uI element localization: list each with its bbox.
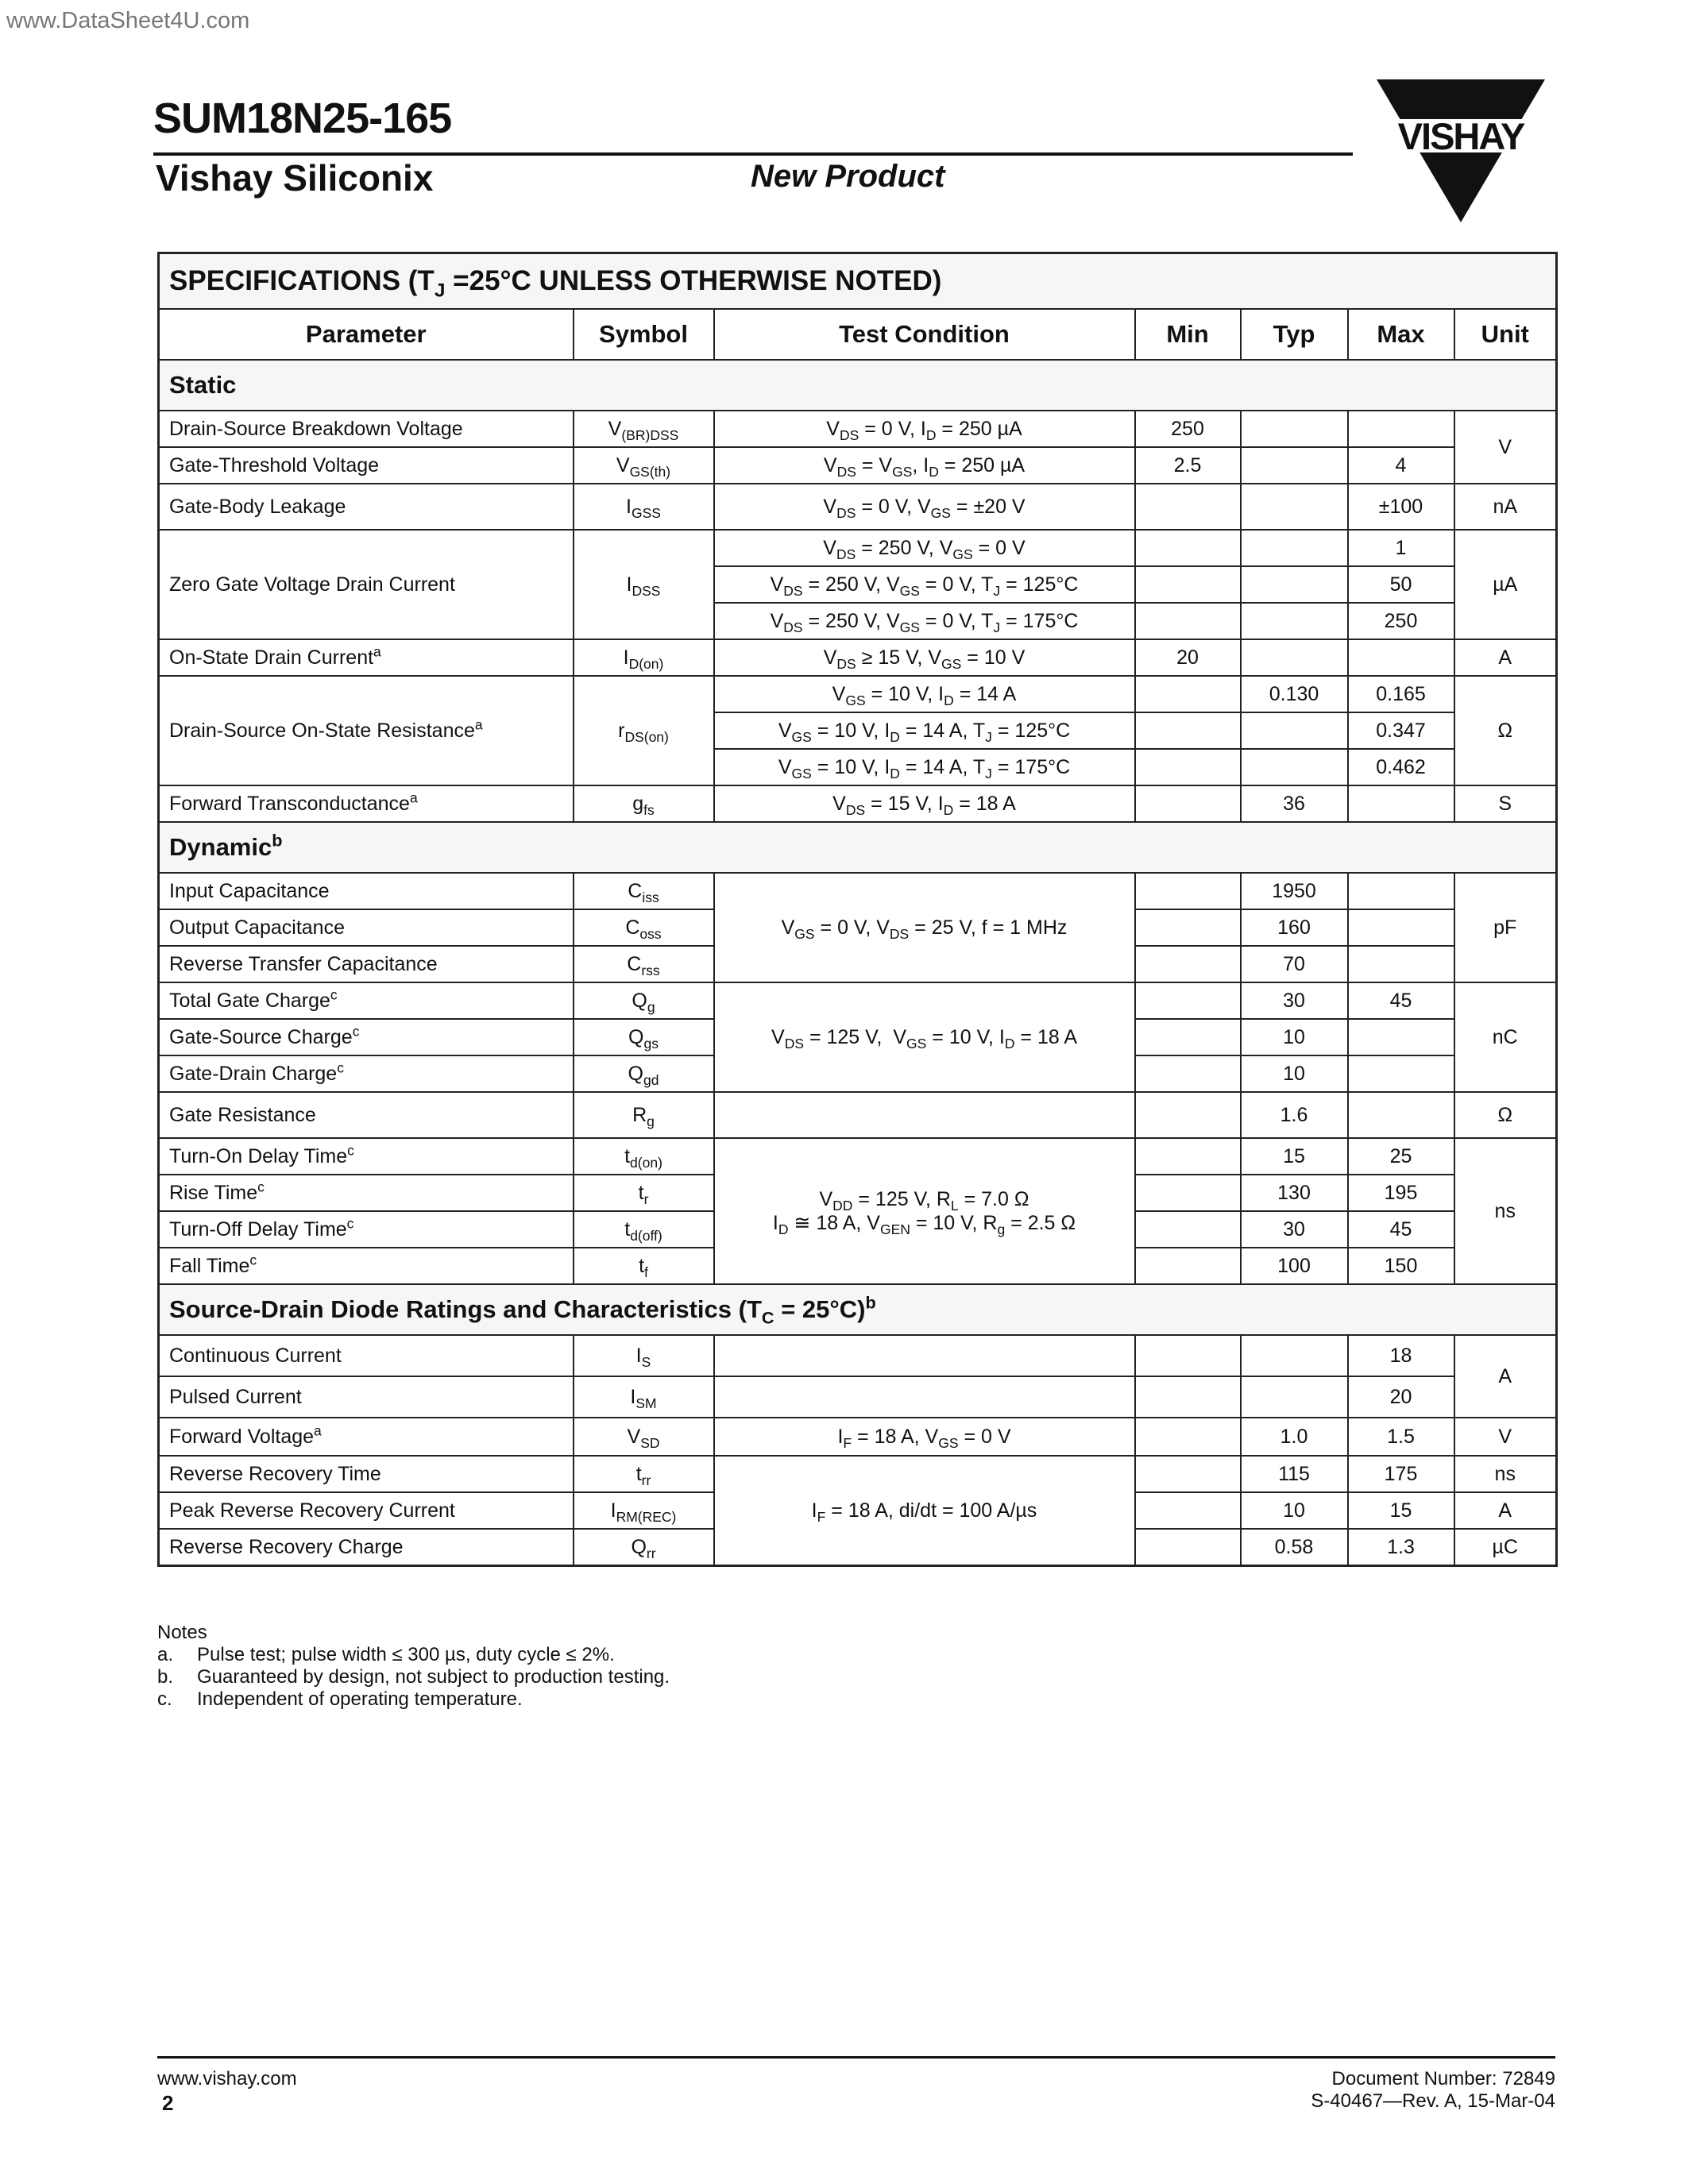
condition-cell: $V_{DS} = 0$ V, $I_D = 250$ µA — [714, 411, 1135, 447]
symbol-cell: $t_f$ — [574, 1248, 714, 1284]
symbol-cell: $I_S$ — [574, 1335, 714, 1376]
table-row — [159, 785, 1557, 822]
min-cell — [1135, 676, 1241, 712]
min-cell — [1135, 530, 1241, 566]
max-cell — [1348, 1019, 1454, 1055]
symbol-cell: $I_{GSS}$ — [574, 484, 714, 530]
col-header-max: Max — [1348, 309, 1454, 360]
note-item: a. Pulse test; pulse width ≤ 300 µs, duty cycle ≤ 2%. — [157, 1644, 615, 1665]
max-cell: 195 — [1348, 1175, 1454, 1211]
max-cell: 1 — [1348, 530, 1454, 566]
typ-cell — [1241, 1335, 1348, 1376]
typ-cell: 130 — [1241, 1175, 1348, 1211]
symbol-cell: $I_{D(on)}$ — [574, 639, 714, 676]
param-cell: Drain-Source On-State Resistance$^a$ — [159, 676, 574, 785]
new-product-label: New Product — [751, 159, 945, 194]
section-diode — [159, 1284, 1557, 1335]
min-cell — [1135, 785, 1241, 822]
param-cell: Peak Reverse Recovery Current — [159, 1492, 574, 1529]
min-cell — [1135, 484, 1241, 530]
typ-cell — [1241, 566, 1348, 603]
table-row — [159, 530, 1557, 566]
symbol-cell: $V_{SD}$ — [574, 1418, 714, 1456]
symbol-cell: $C_{rss}$ — [574, 946, 714, 982]
param-cell: Reverse Recovery Time — [159, 1456, 574, 1492]
param-cell: Reverse Recovery Charge — [159, 1529, 574, 1566]
condition-cell: $I_F = 18$ A, di/dt = 100 A/µs — [714, 1456, 1135, 1566]
section-static — [159, 360, 1557, 411]
param-cell: Reverse Transfer Capacitance — [159, 946, 574, 982]
revision-info: S-40467—Rev. A, 15-Mar-04 — [1311, 2090, 1555, 2112]
typ-cell: 10 — [1241, 1492, 1348, 1529]
typ-cell: 160 — [1241, 909, 1348, 946]
max-cell: 18 — [1348, 1335, 1454, 1376]
part-number-title: SUM18N25-165 — [153, 95, 452, 142]
typ-cell: 1950 — [1241, 873, 1348, 909]
max-cell: 1.5 — [1348, 1418, 1454, 1456]
param-cell: Rise Time$^c$ — [159, 1175, 574, 1211]
symbol-cell: $V_{(BR)DSS}$ — [574, 411, 714, 447]
symbol-cell: $C_{iss}$ — [574, 873, 714, 909]
table-row — [159, 1418, 1557, 1456]
typ-cell: 115 — [1241, 1456, 1348, 1492]
company-name: Vishay Siliconix — [156, 157, 434, 199]
min-cell — [1135, 1456, 1241, 1492]
symbol-cell: $g_{fs}$ — [574, 785, 714, 822]
max-cell: 0.165 — [1348, 676, 1454, 712]
param-cell: Turn-On Delay Time$^c$ — [159, 1138, 574, 1175]
symbol-cell: $C_{oss}$ — [574, 909, 714, 946]
max-cell: ±100 — [1348, 484, 1454, 530]
typ-cell: 0.130 — [1241, 676, 1348, 712]
param-cell: Turn-Off Delay Time$^c$ — [159, 1211, 574, 1248]
min-cell — [1135, 946, 1241, 982]
param-cell: Gate-Source Charge$^c$ — [159, 1019, 574, 1055]
min-cell — [1135, 712, 1241, 749]
max-cell — [1348, 639, 1454, 676]
condition-cell: $I_F = 18$ A, $V_{GS} = 0$ V — [714, 1418, 1135, 1456]
max-cell — [1348, 1092, 1454, 1138]
unit-cell: nA — [1454, 484, 1557, 530]
table-row — [159, 873, 1557, 909]
table-row — [159, 1376, 1557, 1418]
min-cell — [1135, 1248, 1241, 1284]
condition-cell: $V_{DS} = 250$ V, $V_{GS} = 0$ V — [714, 530, 1135, 566]
typ-cell: 30 — [1241, 982, 1348, 1019]
typ-cell: 36 — [1241, 785, 1348, 822]
max-cell: 0.347 — [1348, 712, 1454, 749]
col-header-unit: Unit — [1454, 309, 1557, 360]
condition-cell: $V_{DD} = 125$ V, $R_L = 7.0$ Ω $I_D$ ≅ 18 A, $V_{GEN} = 10$ V, $R_g = 2.5$ Ω — [714, 1138, 1135, 1284]
unit-cell: V — [1454, 1418, 1557, 1456]
condition-cell — [714, 1376, 1135, 1418]
unit-cell: S — [1454, 785, 1557, 822]
min-cell: 2.5 — [1135, 447, 1241, 484]
param-cell: Gate-Threshold Voltage — [159, 447, 574, 484]
param-cell: Total Gate Charge$^c$ — [159, 982, 574, 1019]
min-cell — [1135, 1092, 1241, 1138]
specifications-table — [157, 252, 1558, 1567]
min-cell — [1135, 1175, 1241, 1211]
unit-cell: ns — [1454, 1138, 1557, 1284]
unit-cell: pF — [1454, 873, 1557, 982]
max-cell: 25 — [1348, 1138, 1454, 1175]
min-cell: 20 — [1135, 639, 1241, 676]
condition-cell: $V_{DS} = 15$ V, $I_D = 18$ A — [714, 785, 1135, 822]
col-header-symbol: Symbol — [574, 309, 714, 360]
condition-cell: $V_{DS} = 0$ V, $V_{GS} = \pm 20$ V — [714, 484, 1135, 530]
param-cell: Pulsed Current — [159, 1376, 574, 1418]
symbol-cell: $Q_{rr}$ — [574, 1529, 714, 1566]
param-cell: Fall Time$^c$ — [159, 1248, 574, 1284]
unit-cell: Ω — [1454, 676, 1557, 785]
symbol-cell: $R_g$ — [574, 1092, 714, 1138]
col-header-parameter: Parameter — [159, 309, 574, 360]
unit-cell: ns — [1454, 1456, 1557, 1492]
typ-cell: 1.0 — [1241, 1418, 1348, 1456]
param-cell: Gate-Drain Charge$^c$ — [159, 1055, 574, 1092]
min-cell — [1135, 749, 1241, 785]
param-cell: Zero Gate Voltage Drain Current — [159, 530, 574, 639]
typ-cell: 0.58 — [1241, 1529, 1348, 1566]
table-title: SPECIFICATIONS ($T_J =25^\circ C$ UNLESS OTHERWISE NOTED) — [159, 253, 1557, 310]
condition-cell: $V_{GS} = 10$ V, $I_D = 14$ A — [714, 676, 1135, 712]
min-cell — [1135, 1211, 1241, 1248]
typ-cell: 10 — [1241, 1019, 1348, 1055]
param-cell: Drain-Source Breakdown Voltage — [159, 411, 574, 447]
vishay-logo — [1377, 79, 1545, 222]
max-cell — [1348, 873, 1454, 909]
condition-cell: $V_{GS} = 0$ V, $V_{DS} = 25$ V, f = 1 MHz — [714, 873, 1135, 982]
condition-cell: $V_{DS} = V_{GS}$, $I_D = 250$ µA — [714, 447, 1135, 484]
typ-cell: 100 — [1241, 1248, 1348, 1284]
max-cell — [1348, 785, 1454, 822]
symbol-cell: $t_{rr}$ — [574, 1456, 714, 1492]
typ-cell — [1241, 603, 1348, 639]
max-cell: 0.462 — [1348, 749, 1454, 785]
max-cell: 4 — [1348, 447, 1454, 484]
symbol-cell: $t_r$ — [574, 1175, 714, 1211]
unit-cell: µC — [1454, 1529, 1557, 1566]
max-cell — [1348, 946, 1454, 982]
min-cell — [1135, 982, 1241, 1019]
footer-url-link[interactable]: www.vishay.com — [157, 2068, 297, 2089]
unit-cell: A — [1454, 1492, 1557, 1529]
table-row — [159, 639, 1557, 676]
section-title: Static — [159, 360, 1557, 411]
document-number: Document Number: 72849 — [1331, 2068, 1555, 2089]
unit-cell: Ω — [1454, 1092, 1557, 1138]
page-number: 2 — [162, 2091, 174, 2115]
table-row — [159, 1456, 1557, 1492]
symbol-cell: $t_{d(on)}$ — [574, 1138, 714, 1175]
condition-cell: $V_{DS} = 125$ V, $V_{GS} = 10$ V, $I_D = 18$ A — [714, 982, 1135, 1092]
column-header-row — [159, 309, 1557, 360]
symbol-cell: $V_{GS(th)}$ — [574, 447, 714, 484]
section-title: Source-Drain Diode Ratings and Characteristics $(T_C = 25^\circ C)^b$ — [159, 1284, 1557, 1335]
col-header-typ: Typ — [1241, 309, 1348, 360]
col-header-test-condition: Test Condition — [714, 309, 1135, 360]
param-cell: Forward Transconductance$^a$ — [159, 785, 574, 822]
min-cell — [1135, 1335, 1241, 1376]
min-cell — [1135, 1418, 1241, 1456]
typ-cell — [1241, 1376, 1348, 1418]
min-cell: 250 — [1135, 411, 1241, 447]
min-cell — [1135, 873, 1241, 909]
min-cell — [1135, 1138, 1241, 1175]
typ-cell: 10 — [1241, 1055, 1348, 1092]
condition-cell: $V_{DS} = 250$ V, $V_{GS} = 0$ V, $T_J = 175^\circ C$ — [714, 603, 1135, 639]
max-cell: 45 — [1348, 1211, 1454, 1248]
header-divider — [153, 152, 1353, 156]
symbol-cell: $I_{RM(REC)}$ — [574, 1492, 714, 1529]
max-cell: 250 — [1348, 603, 1454, 639]
typ-cell — [1241, 447, 1348, 484]
typ-cell — [1241, 411, 1348, 447]
min-cell — [1135, 1376, 1241, 1418]
typ-cell — [1241, 639, 1348, 676]
table-row — [159, 676, 1557, 712]
section-title: Dynamic$^b$ — [159, 822, 1557, 873]
typ-cell — [1241, 530, 1348, 566]
param-cell: Continuous Current — [159, 1335, 574, 1376]
min-cell — [1135, 1492, 1241, 1529]
symbol-cell: $Q_g$ — [574, 982, 714, 1019]
symbol-cell: $I_{SM}$ — [574, 1376, 714, 1418]
table-title-row — [159, 253, 1557, 310]
footer-divider — [157, 2056, 1555, 2059]
logo-text: VISHAY — [1397, 115, 1524, 157]
table-row — [159, 982, 1557, 1019]
max-cell — [1348, 909, 1454, 946]
param-cell: Gate-Body Leakage — [159, 484, 574, 530]
param-cell: Gate Resistance — [159, 1092, 574, 1138]
unit-cell: V — [1454, 411, 1557, 484]
max-cell: 150 — [1348, 1248, 1454, 1284]
symbol-cell: $Q_{gd}$ — [574, 1055, 714, 1092]
table-row — [159, 447, 1557, 484]
max-cell: 15 — [1348, 1492, 1454, 1529]
param-cell: Output Capacitance — [159, 909, 574, 946]
condition-cell: $V_{DS} = 250$ V, $V_{GS} = 0$ V, $T_J = 125^\circ C$ — [714, 566, 1135, 603]
typ-cell — [1241, 749, 1348, 785]
max-cell: 50 — [1348, 566, 1454, 603]
param-cell: Forward Voltage$^a$ — [159, 1418, 574, 1456]
min-cell — [1135, 909, 1241, 946]
table-row — [159, 1138, 1557, 1175]
unit-cell: µA — [1454, 530, 1557, 639]
notes-heading: Notes — [157, 1622, 207, 1643]
table-row — [159, 484, 1557, 530]
max-cell — [1348, 411, 1454, 447]
note-item: c. Independent of operating temperature. — [157, 1688, 523, 1710]
typ-cell: 1.6 — [1241, 1092, 1348, 1138]
symbol-cell: $I_{DSS}$ — [574, 530, 714, 639]
typ-cell: 30 — [1241, 1211, 1348, 1248]
table-row — [159, 411, 1557, 447]
condition-cell — [714, 1335, 1135, 1376]
condition-cell: $V_{GS} = 10$ V, $I_D = 14$ A, $T_J = 125^\circ C$ — [714, 712, 1135, 749]
watermark-text: www.DataSheet4U.com — [6, 8, 250, 33]
condition-cell: $V_{GS} = 10$ V, $I_D = 14$ A, $T_J = 175^\circ C$ — [714, 749, 1135, 785]
typ-cell: 15 — [1241, 1138, 1348, 1175]
section-dynamic — [159, 822, 1557, 873]
max-cell: 1.3 — [1348, 1529, 1454, 1566]
max-cell: 175 — [1348, 1456, 1454, 1492]
typ-cell: 70 — [1241, 946, 1348, 982]
symbol-cell: $r_{DS(on)}$ — [574, 676, 714, 785]
max-cell — [1348, 1055, 1454, 1092]
unit-cell: nC — [1454, 982, 1557, 1092]
condition-cell: $V_{DS} \ge 15$ V, $V_{GS} = 10$ V — [714, 639, 1135, 676]
min-cell — [1135, 603, 1241, 639]
param-cell: Input Capacitance — [159, 873, 574, 909]
unit-cell: A — [1454, 1335, 1557, 1418]
min-cell — [1135, 1529, 1241, 1566]
table-row — [159, 1092, 1557, 1138]
col-header-min: Min — [1135, 309, 1241, 360]
min-cell — [1135, 1055, 1241, 1092]
typ-cell — [1241, 712, 1348, 749]
min-cell — [1135, 566, 1241, 603]
min-cell — [1135, 1019, 1241, 1055]
max-cell: 45 — [1348, 982, 1454, 1019]
typ-cell — [1241, 484, 1348, 530]
note-item: b. Guaranteed by design, not subject to production testing. — [157, 1666, 670, 1688]
param-cell: On-State Drain Current$^a$ — [159, 639, 574, 676]
symbol-cell: $t_{d(off)}$ — [574, 1211, 714, 1248]
symbol-cell: $Q_{gs}$ — [574, 1019, 714, 1055]
notes-section — [157, 1622, 670, 1711]
table-row — [159, 1335, 1557, 1376]
condition-cell — [714, 1092, 1135, 1138]
unit-cell: A — [1454, 639, 1557, 676]
max-cell: 20 — [1348, 1376, 1454, 1418]
